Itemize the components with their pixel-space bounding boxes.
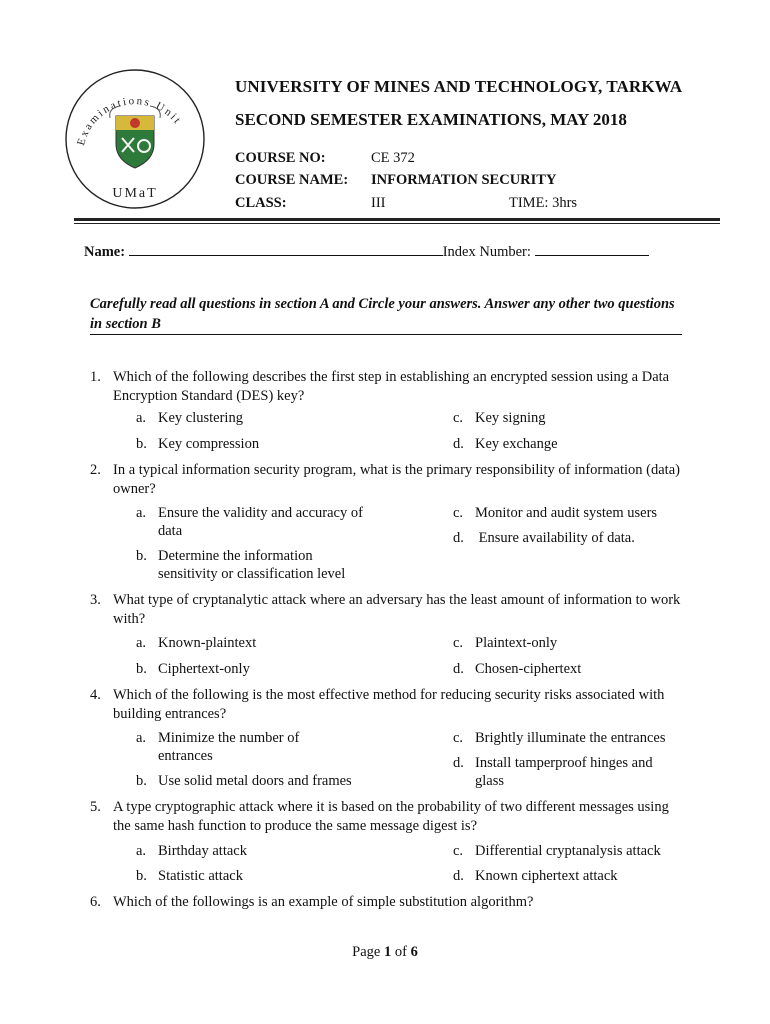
name-label: Name:: [84, 244, 126, 260]
header-divider-thick: [74, 218, 720, 221]
question-number: 6.: [90, 894, 101, 910]
index-number-blank[interactable]: [535, 241, 649, 256]
header-divider-thin: [74, 223, 720, 224]
question-text: What type of cryptanalytic attack where an adversary has the least amount of information to work with?: [113, 592, 681, 627]
question-2: 2. In a typical information security program, what is the primary responsibility of information (data) owner? a. Ensure the validity and accuracy of data b. Determine the information sensitivity or classification level c. Monitor and audit system users d. Ensure availability of data.: [0, 461, 770, 591]
question-4: 4. Which of the following is the most effective method for reducing security risks associated with building entrances? a. Minimize the number of entrances b. Use solid metal doors and frames c. Brightly illuminate the entrances d. Install tamperproof hinges and glass: [0, 686, 770, 796]
page-number: Page 1 of 6: [352, 944, 418, 960]
question-text: In a typical information security program, what is the primary responsibility of information (data) owner?: [113, 462, 680, 497]
course-name-label: COURSE NAME:: [235, 172, 349, 188]
exam-duration: TIME: 3hrs: [509, 195, 578, 211]
question-number: 2.: [90, 462, 101, 478]
university-title: UNIVERSITY OF MINES AND TECHNOLOGY, TARKWA: [235, 77, 683, 96]
question-3: 3. What type of cryptanalytic attack where an adversary has the least amount of information to work with? a. Known-plaintext b. Ciphertext-only c. Plaintext-only d. Chosen-ciphertext: [0, 591, 770, 681]
question-text: Which of the followings is an example of simple substitution algorithm?: [113, 894, 534, 910]
question-1: 1. Which of the following describes the first step in establishing an encrypted session using a Data Encryption Standard (DES) key? a. Key clustering b. Key compression c. Key signing d. Key exchange: [0, 368, 770, 458]
class-value: III: [371, 195, 386, 211]
name-blank[interactable]: [129, 241, 443, 256]
question-6: [0, 893, 770, 915]
instructions-underline: [90, 334, 682, 335]
question-number: 5.: [90, 799, 101, 815]
question-text: Which of the following describes the first step in establishing an encrypted session using a Data Encryption Standard (DES) key?: [113, 369, 670, 404]
question-number: 4.: [90, 687, 101, 703]
question-number: 1.: [90, 369, 101, 385]
question-text: A type cryptographic attack where it is based on the probability of two different messages using the same hash function to produce the same message digest is?: [113, 799, 669, 834]
class-label: CLASS:: [235, 195, 287, 211]
question-number: 3.: [90, 592, 101, 608]
instructions: Carefully read all questions in section A and Circle your answers. Answer any other two questions in section B: [90, 296, 675, 332]
question-5: 5. A type cryptographic attack where it is based on the probability of two different messages using the same hash function to produce the same message digest is? a. Birthday attack b. Statistic attack c. Differential cryptanalysis attack d. Known ciphertext attack: [0, 798, 770, 888]
course-name-value: INFORMATION SECURITY: [371, 172, 557, 188]
course-no-value: CE 372: [371, 150, 415, 166]
seal-text-top: Examinations Unit: [75, 95, 185, 147]
course-no-label: COURSE NO:: [235, 150, 326, 166]
university-seal-logo: [64, 68, 206, 210]
question-text: Which of the following is the most effective method for reducing security risks associated with building entrances?: [113, 687, 665, 722]
index-number-label: Index Number:: [442, 244, 531, 260]
seal-text-bottom: UMaT: [112, 186, 158, 201]
name-field[interactable]: [84, 241, 649, 261]
exam-title: SECOND SEMESTER EXAMINATIONS, MAY 2018: [235, 110, 627, 129]
